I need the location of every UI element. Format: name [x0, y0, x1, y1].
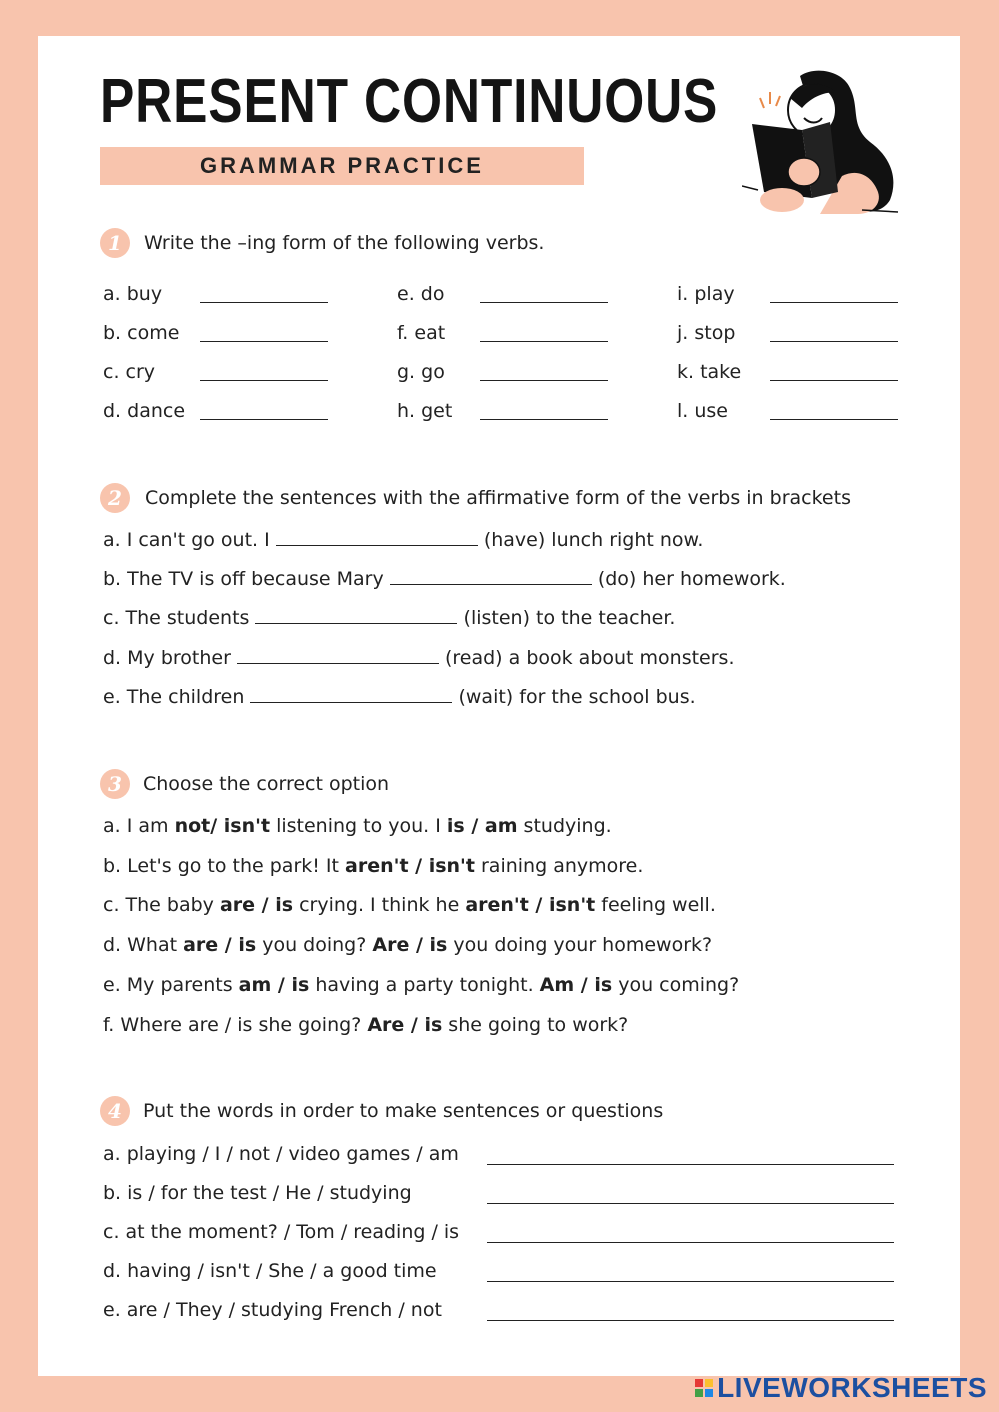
choice-item: [103, 934, 712, 956]
choice-text: d. What: [103, 934, 184, 956]
page-title: PRESENT CONTINUOUS: [100, 67, 719, 136]
answer-line[interactable]: [487, 1242, 894, 1243]
choice-item: [103, 894, 716, 916]
exercise-3-number: 3: [100, 769, 130, 799]
verb-item: l. use: [677, 400, 728, 422]
choice-text: you coming?: [612, 974, 740, 996]
answer-blank[interactable]: [255, 610, 457, 624]
word-order-item: e. are / They / studying French / not: [103, 1299, 442, 1321]
sentence-before: a. I can't go out. I: [103, 529, 270, 551]
verb-item: k. take: [677, 361, 742, 383]
word-order-item: c. at the moment? / Tom / reading / is: [103, 1221, 460, 1243]
choice-option[interactable]: Are / is: [372, 934, 448, 956]
answer-blank[interactable]: [770, 341, 898, 342]
answer-blank[interactable]: [250, 689, 452, 703]
choice-text: listening to you. I: [270, 815, 447, 837]
liveworksheets-logo[interactable]: [695, 1372, 987, 1404]
choice-text: b. Let's go to the park! It: [103, 855, 346, 877]
sentence-item: [103, 647, 735, 669]
answer-line[interactable]: [487, 1320, 894, 1321]
answer-blank[interactable]: [200, 419, 328, 420]
verb-item: j. stop: [677, 322, 736, 344]
woman-reading-book-illustration: [742, 68, 902, 216]
answer-blank[interactable]: [770, 302, 898, 303]
page-subtitle: GRAMMAR PRACTICE: [200, 153, 484, 178]
sentence-before: e. The children: [103, 686, 245, 708]
sentence-after: (wait) for the school bus.: [458, 686, 696, 708]
choice-text: studying.: [517, 815, 612, 837]
verb-item: g. go: [397, 361, 445, 383]
choice-text: f. Where are / is she going?: [103, 1014, 368, 1036]
answer-blank[interactable]: [480, 380, 608, 381]
verb-item: c. cry: [103, 361, 156, 383]
answer-blank[interactable]: [200, 302, 328, 303]
answer-blank[interactable]: [770, 419, 898, 420]
choice-text: crying. I think he: [293, 894, 466, 916]
verb-item: a. buy: [103, 283, 163, 305]
choice-option[interactable]: aren't / isn't: [465, 894, 596, 916]
answer-line[interactable]: [487, 1281, 894, 1282]
answer-blank[interactable]: [200, 380, 328, 381]
sentence-after: (listen) to the teacher.: [463, 607, 676, 629]
sentence-item: [103, 529, 703, 551]
choice-option[interactable]: Are / is: [367, 1014, 443, 1036]
exercise-2-instruction: Complete the sentences with the affirmative form of the verbs in brackets: [145, 487, 851, 509]
choice-item: [103, 815, 612, 837]
choice-text: she going to work?: [442, 1014, 629, 1036]
choice-option[interactable]: Am / is: [539, 974, 613, 996]
answer-line[interactable]: [487, 1203, 894, 1204]
choice-text: feeling well.: [595, 894, 716, 916]
verb-item: d. dance: [103, 400, 186, 422]
sentence-after: (do) her homework.: [597, 568, 786, 590]
logo-text: LIVEWORKSHEETS: [717, 1372, 987, 1403]
sentence-after: (read) a book about monsters.: [444, 647, 735, 669]
choice-item: [103, 1014, 628, 1036]
sentence-before: c. The students: [103, 607, 250, 629]
sentence-after: (have) lunch right now.: [483, 529, 704, 551]
choice-text: you doing your homework?: [447, 934, 713, 956]
sentence-before: b. The TV is off because Mary: [103, 568, 384, 590]
word-order-item: b. is / for the test / He / studying: [103, 1182, 412, 1204]
choice-option[interactable]: not/ isn't: [174, 815, 271, 837]
word-order-item: a. playing / I / not / video games / am: [103, 1143, 459, 1165]
choice-text: raining anymore.: [474, 855, 644, 877]
answer-blank[interactable]: [480, 419, 608, 420]
answer-blank[interactable]: [480, 302, 608, 303]
sentence-item: [103, 607, 675, 629]
answer-blank[interactable]: [200, 341, 328, 342]
choice-item: [103, 855, 643, 877]
choice-option[interactable]: are / is: [183, 934, 257, 956]
answer-blank[interactable]: [770, 380, 898, 381]
verb-item: b. come: [103, 322, 180, 344]
sentence-item: [103, 568, 786, 590]
word-order-item: d. having / isn't / She / a good time: [103, 1260, 437, 1282]
sentence-item: [103, 686, 696, 708]
answer-line[interactable]: [487, 1164, 894, 1165]
verb-item: i. play: [677, 283, 735, 305]
answer-blank[interactable]: [390, 571, 592, 585]
exercise-3-instruction: Choose the correct option: [143, 773, 390, 795]
choice-text: e. My parents: [103, 974, 239, 996]
choice-text: c. The baby: [103, 894, 220, 916]
verb-item: e. do: [397, 283, 445, 305]
choice-option[interactable]: is / am: [446, 815, 518, 837]
choice-text: you doing?: [256, 934, 373, 956]
sentence-before: d. My brother: [103, 647, 231, 669]
choice-item: [103, 974, 739, 996]
exercise-2-number: 2: [100, 483, 130, 513]
choice-option[interactable]: are / is: [219, 894, 294, 916]
verb-item: f. eat: [397, 322, 446, 344]
subtitle-bar: [100, 147, 584, 185]
choice-option[interactable]: aren't / isn't: [345, 855, 475, 877]
choice-option[interactable]: am / is: [238, 974, 310, 996]
exercise-1-instruction: Write the –ing form of the following verbs.: [144, 232, 545, 254]
exercise-4-instruction: Put the words in order to make sentences or questions: [143, 1100, 664, 1122]
logo-mark-icon: [695, 1379, 713, 1397]
choice-text: having a party tonight.: [309, 974, 540, 996]
answer-blank[interactable]: [237, 650, 439, 664]
answer-blank[interactable]: [276, 532, 478, 546]
exercise-1-number: 1: [100, 228, 130, 258]
exercise-4-number: 4: [100, 1096, 130, 1126]
answer-blank[interactable]: [480, 341, 608, 342]
choice-text: a. I am: [103, 815, 175, 837]
verb-item: h. get: [397, 400, 453, 422]
